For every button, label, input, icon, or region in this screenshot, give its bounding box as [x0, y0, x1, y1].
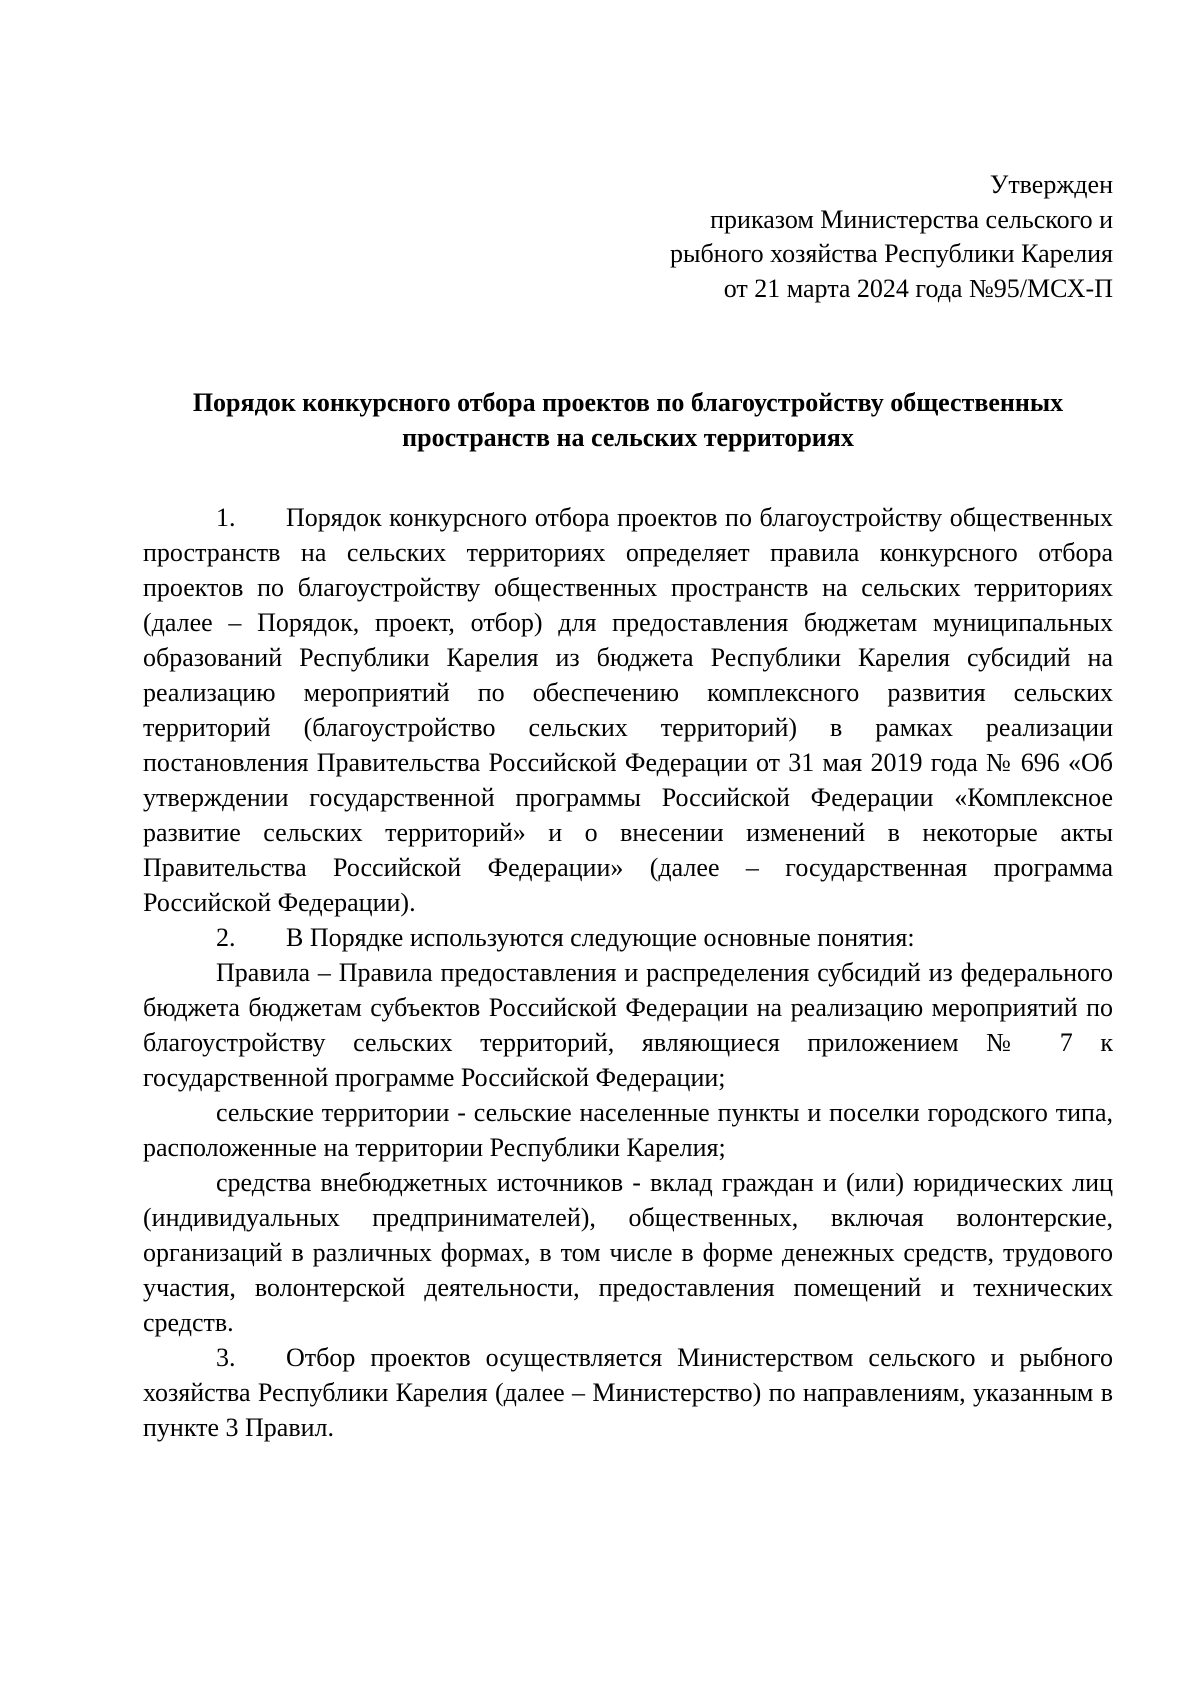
- definition-extrabudgetary-funds: [143, 1165, 1113, 1340]
- paragraph-2: [143, 920, 1113, 955]
- paragraph-text: Правила – Правила предоставления и распределения субсидий из федерального бюджета бюджетам субъектов Российской Федерации на реализацию мероприятий по благоустройству сельских территорий, являющиеся приложением № 7 к государственной программе Российской Федерации;: [143, 958, 1113, 1092]
- paragraph-text: сельские территории - сельские населенные пункты и поселки городского типа, расположенные на территории Республики Карелия;: [143, 1098, 1113, 1162]
- approval-line-2: приказом Министерства сельского и: [710, 204, 1113, 234]
- paragraph-text: Порядок конкурсного отбора проектов по благоустройству общественных пространств на сельских территориях определяет правила конкурсного отбора проектов по благоустройству общественных пространств на сельских территориях (далее – Порядок, проект, отбор) для предоставления бюджетам муниципальных образований Республики Карелия из бюджета Республики Карелия субсидий на реализацию мероприятий по обеспечению комплексного развития сельских территорий (благоустройство сельских территорий) в рамках реализации постановления Правительства Российской Федерации от 31 мая 2019 года № 696 «Об утверждении государственной программы Российской Федерации «Комплексное развитие сельских территорий» и о внесении изменений в некоторые акты Правительства Российской Федерации» (далее – государственная программа Российской Федерации).: [143, 503, 1113, 917]
- approval-line-4: от 21 марта 2024 года №95/МСХ-П: [723, 273, 1113, 303]
- definition-rural-territories: [143, 1095, 1113, 1165]
- paragraph-3: [143, 1340, 1113, 1445]
- paragraph-text: Отбор проектов осуществляется Министерством сельского и рыбного хозяйства Республики Карелия (далее – Министерство) по направлениям, указанным в пункте 3 Правил.: [143, 1343, 1113, 1442]
- paragraph-number: 2.: [216, 923, 236, 952]
- paragraph-number: 3.: [216, 1343, 236, 1372]
- document-title: Порядок конкурсного отбора проектов по благоустройству общественных пространств на сельских территориях: [192, 388, 1064, 452]
- paragraph-number: 1.: [216, 503, 236, 532]
- paragraph-text: В Порядке используются следующие основные понятия:: [286, 923, 915, 952]
- paragraph-text: средства внебюджетных источников - вклад граждан и (или) юридических лиц (индивидуальных предпринимателей), общественных, включая волонтерские, организаций в различных формах, в том числе в форме денежных средств, трудового участия, волонтерской деятельности, предоставления помещений и технических средств.: [143, 1168, 1113, 1337]
- approval-line-3: рыбного хозяйства Республики Карелия: [669, 239, 1113, 268]
- approval-block: [553, 168, 1113, 306]
- document-body: [143, 500, 1113, 1445]
- definition-rules: [143, 955, 1113, 1095]
- paragraph-1: [143, 500, 1113, 920]
- approval-line-1: Утвержден: [989, 170, 1113, 199]
